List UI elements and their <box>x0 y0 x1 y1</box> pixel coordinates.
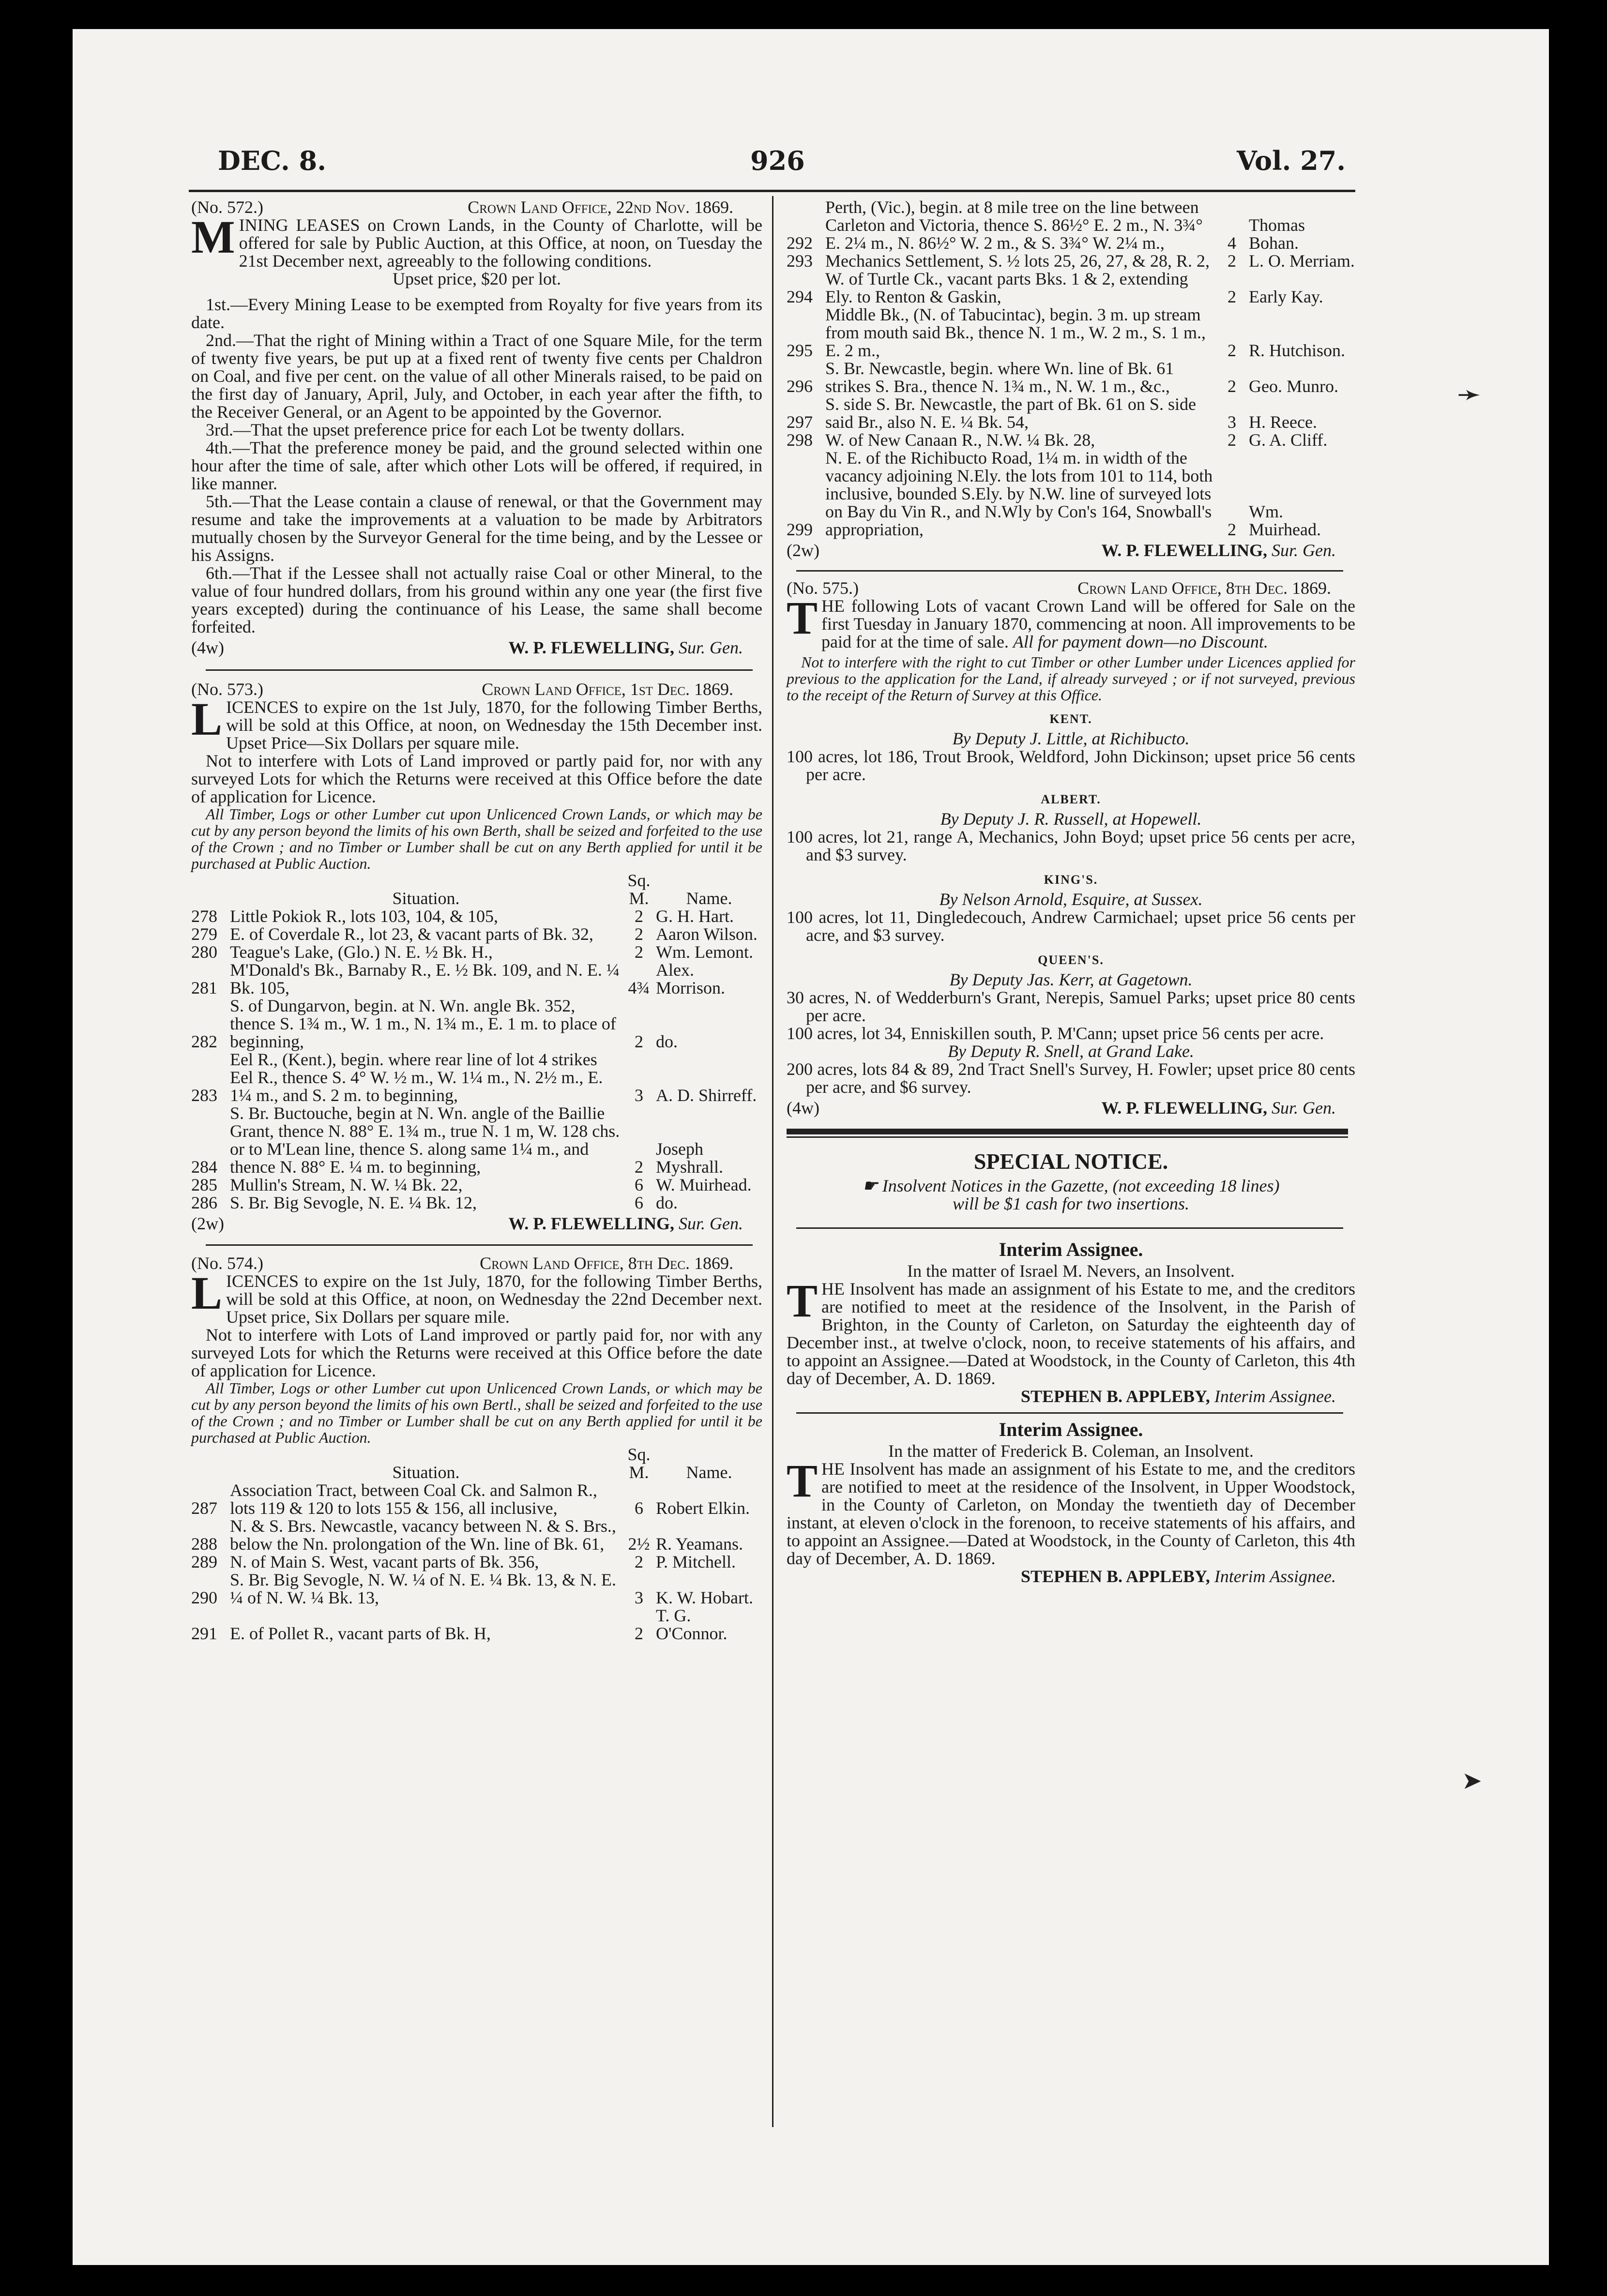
table-header <box>191 872 762 907</box>
table-row: 288 N. & S. Brs. Newcastle, vacancy between N. & S. Brs., below the Nn. prolongation of the Wn. line of Bk. 61, 2½ R. Yeamans. <box>191 1516 743 1554</box>
office-date: Crown Land Office, 8th Dec. 1869. <box>1077 578 1331 598</box>
notice-intro: INING LEASES on Crown Lands, in the County of Charlotte, will be offered for sale by Public Auction, at this Office, at noon, on Tuesday the 21st December next, agreeably to the following conditions. <box>239 215 762 271</box>
col-sq: Sq. M. <box>627 871 651 908</box>
lot-entry: 200 acres, lots 84 & 89, 2nd Tract Snell's Survey, H. Fowler; upset price 80 cents per acre, and $6 survey. <box>787 1059 1355 1097</box>
table-row: 295 Middle Bk., (N. of Tabucintac), begin. 3 m. up stream from mouth said Bk., thence N. 1 m., W. 2 m., S. 1 m., E. 2 m., 2 R. Hutchison. <box>787 305 1346 360</box>
col-name: Name. <box>686 1463 732 1482</box>
deputy: By Deputy Jas. Kerr, at Gagetown. <box>949 970 1193 989</box>
lot-entry: 30 acres, N. of Wedderburn's Grant, Nerepis, Samuel Parks; upset price 80 cents per acre. <box>787 988 1355 1025</box>
arrow-icon: ➛ <box>1457 378 1482 411</box>
divider <box>796 1412 1343 1414</box>
county-kent: KENT. <box>1049 712 1092 726</box>
insolvent-notice-2 <box>787 1420 1355 1586</box>
table-row: 284 S. Br. Buctouche, begin at N. Wn. angle of the Baillie Grant, thence N. 88° E. 1¾ m., true N. 1 m, W. 128 chs. or to M'Lean line, thence S. along same 1¼ m., and thence N. 88° E. ¼ m. to beginning, 2 Joseph Myshrall. <box>191 1103 723 1177</box>
table-row: 287 Association Tract, between Coal Ck. and Salmon R., lots 119 & 120 to lots 155 & 156, all inclusive, 6 Robert Elkin. <box>191 1480 750 1518</box>
notice-573 <box>191 680 762 1233</box>
notice-number: (No. 573.) <box>191 680 263 699</box>
col-situation: Situation. <box>392 889 460 908</box>
insertion-weeks: (4w) <box>787 1098 819 1118</box>
signer-title: Sur. Gen. <box>679 638 743 657</box>
signer-name: W. P. FLEWELLING, <box>508 1214 674 1233</box>
deputy: By Deputy J. Little, at Richibucto. <box>952 729 1190 748</box>
drop-cap: L <box>191 1267 223 1319</box>
thick-divider <box>787 1129 1348 1134</box>
table-row: 290 S. Br. Big Sevogle, N. W. ¼ of N. E. ¼ Bk. 13, & N. E. ¼ of N. W. ¼ Bk. 13, 3 K. W. Hobart. <box>191 1570 753 1607</box>
insertion-weeks: (4w) <box>191 638 224 657</box>
lot-entry: 100 acres, lot 21, range A, Mechanics, John Boyd; upset price 56 cents per acre, and $3 survey. <box>787 827 1355 864</box>
notice-text: Not to interfere with Lots of Land improved or partly paid for, nor with any surveyed Lots for which the Returns were received at this Office before the date of application for Licence. <box>191 1325 762 1380</box>
signer-title: Sur. Gen. <box>1272 1098 1336 1118</box>
insolvent-body: HE Insolvent has made an assignment of his Estate to me, and the creditors are notified to meet at the residence of the Insolvent, in the Parish of Brighton, in the County of Carleton, on Saturday the eighteenth day of December inst., at twelve o'clock, noon, to receive statements of his affairs, and to appoint an Assignee.—Dated at Woodstock, in the County of Carleton, this 4th day of December, A. D. 1869. <box>787 1279 1355 1388</box>
table-row: 289 N. of Main S. West, vacant parts of Bk. 356, 2 P. Mitchell. <box>191 1552 736 1571</box>
notice-text-italic: All Timber, Logs or other Lumber cut upon Unlicenced Crown Lands, or which may be cut by any person beyond the limits of his own Berth, shall be seized and forfeited to the use of the Crown ; and no Timber or Lumber shall be cut on any Berth applied for until it be purchased at Public Auction. <box>191 805 762 872</box>
special-notice-title: SPECIAL NOTICE. <box>973 1149 1168 1174</box>
office-date: Crown Land Office, 1st Dec. 1869. <box>482 680 733 699</box>
drop-cap: T <box>787 1275 818 1327</box>
lot-entry: 100 acres, lot 34, Enniskillen south, P. M'Cann; upset price 56 cents per acre. <box>787 1024 1324 1043</box>
table-row: 296 S. Br. Newcastle, begin. where Wn. line of Bk. 61 strikes S. Bra., thence N. 1¾ m., N. W. 1 m., &c., 2 Geo. Munro. <box>787 359 1338 396</box>
table-row: 285 Mullin's Stream, N. W. ¼ Bk. 22, 6 W. Muirhead. <box>191 1175 752 1194</box>
drop-cap: M <box>191 211 235 263</box>
insolvent-title: Interim Assignee. <box>999 1419 1143 1440</box>
table-row: 279 E. of Coverdale R., lot 23, & vacant parts of Bk. 32, 2 Aaron Wilson. <box>191 924 758 944</box>
page-date: DEC. 8. <box>218 145 326 176</box>
insolvent-notice-1 <box>787 1240 1355 1405</box>
table-row: 294 W. of Turtle Ck., vacant parts Bks. 1 & 2, extending Ely. to Renton & Gaskin, 2 Early Kay. <box>787 269 1323 306</box>
pointing-hand-icon: ☛ <box>862 1176 878 1195</box>
signature <box>191 1215 762 1233</box>
county-albert: ALBERT. <box>1041 792 1101 806</box>
signer-title: Interim Assignee. <box>1214 1567 1336 1586</box>
condition-4: 4th.—That the preference money be paid, and the ground selected within one hour after the time of sale, after which other Lots will be offered, if required, in like manner. <box>191 438 762 493</box>
table-row: 299 N. E. of the Richibucto Road, 1¼ m. in width of the vacancy adjoining N.Ely. the lots from 101 to 114, both inclusive, bounded S.Ely. by N.W. line of surveyed lots on Bay du Vin R., and N.Wly by Con's 164, Snowball's appropriation, 2 Wm. Muirhead. <box>787 448 1321 539</box>
payment-terms: All for payment down—no Discount. <box>1013 632 1268 651</box>
notice-574 <box>191 1254 762 1643</box>
deputy: By Deputy R. Snell, at Grand Lake. <box>948 1042 1194 1061</box>
condition-1: 1st.—Every Mining Lease to be exempted from Royalty for five years from its date. <box>191 295 762 332</box>
notice-intro: ICENCES to expire on the 1st July, 1870, for the following Timber Berths, will be sold at this Office, at noon, on Wednesday the 22nd December next. Upset price, Six Dollars per square mile. <box>226 1271 762 1327</box>
county-queens: QUEEN'S. <box>1038 953 1104 967</box>
right-column <box>787 198 1355 1586</box>
signer-name: W. P. FLEWELLING, <box>1101 1098 1267 1118</box>
table-row: 278 Little Pokiok R., lots 103, 104, & 105, 2 G. H. Hart. <box>191 906 734 926</box>
condition-6: 6th.—That if the Lessee shall not actually raise Coal or other Mineral, to the value of four hundred dollars, from his ground within any one year (the first five years excepted) during the continuance of his Lease, the same shall become forfeited. <box>191 563 762 636</box>
drop-cap: T <box>787 1455 818 1507</box>
deputy: By Deputy J. R. Russell, at Hopewell. <box>940 809 1202 829</box>
condition-3: 3rd.—That the upset preference price for each Lot be twenty dollars. <box>206 420 685 439</box>
notice-text: Not to interfere with Lots of Land improved or partly paid for, nor with any surveyed Lots for which the Returns were received at this Office before the date of application for Licence. <box>191 751 762 806</box>
drop-cap: T <box>787 592 818 644</box>
berths-table <box>191 872 762 1212</box>
table-row: 281 M'Donald's Bk., Barnaby R., E. ½ Bk. 109, and N. E. ¼ Bk. 105, 4¾ Alex. Morrison. <box>191 960 725 997</box>
signer-title: Sur. Gen. <box>1272 541 1336 560</box>
signature <box>787 1568 1336 1586</box>
signer-name: STEPHEN B. APPLEBY, <box>1020 1387 1210 1406</box>
office-date: Crown Land Office, 8th Dec. 1869. <box>480 1254 733 1273</box>
notice-number: (No. 575.) <box>787 578 859 598</box>
arrow-icon: ➤ <box>1462 1767 1482 1795</box>
insertion-weeks: (2w) <box>191 1214 224 1233</box>
notice-575 <box>787 579 1355 1117</box>
insolvent-body: HE Insolvent has made an assignment of his Estate to me, and the creditors are notified to meet at the residence of the Insolvent, in Upper Woodstock, in the County of Carleton, on Monday the twentieth day of December instant, at eleven o'clock in the forenoon, to receive statements of his affairs, and to appoint an Assignee.—Dated at Woodstock, in the County of Carleton, this 4th day of December, A. D. 1869. <box>787 1459 1355 1568</box>
special-notice <box>787 1149 1355 1213</box>
divider <box>796 1227 1343 1229</box>
volume-number: Vol. 27. <box>1237 145 1346 176</box>
thin-divider <box>787 1136 1348 1138</box>
table-header <box>191 1446 762 1481</box>
col-situation: Situation. <box>392 1463 460 1482</box>
page-number: 926 <box>750 145 805 176</box>
deputy: By Nelson Arnold, Esquire, at Sussex. <box>939 890 1203 909</box>
divider <box>206 1244 753 1246</box>
table-row: 283 Eel R., (Kent.), begin. where rear line of lot 4 strikes Eel R., thence S. 4° W. ½ m., W. 1¼ m., N. 2½ m., E. 1¼ m., and S. 2 m. to beginning, 3 A. D. Shirreff. <box>191 1050 757 1105</box>
insertion-weeks: (2w) <box>787 541 819 560</box>
office-date: Crown Land Office, 22nd Nov. 1869. <box>468 197 733 217</box>
berths-table-continued <box>787 198 1355 539</box>
table-row: 280 Teague's Lake, (Glo.) N. E. ½ Bk. H., 2 Wm. Lemont. <box>191 942 753 962</box>
divider <box>206 669 753 671</box>
notice-intro: HE following Lots of vacant Crown Land will be offered for Sale on the first Tuesday in January 1870, commencing at noon. All improvements to be paid for at the time of sale. <box>821 596 1355 651</box>
notice-intro: ICENCES to expire on the 1st July, 1870, for the following Timber Berths, will be sold at this Office, at noon, on Wednesday the 15th December inst. Upset Price—Six Dollars per square mile. <box>226 697 762 753</box>
column-divider <box>772 196 773 2127</box>
signer-title: Interim Assignee. <box>1214 1387 1336 1406</box>
signer-name: W. P. FLEWELLING, <box>508 638 674 657</box>
signature <box>787 542 1355 559</box>
table-row: 297 S. side S. Br. Newcastle, the part of Bk. 61 on S. side said Br., also N. E. ¼ Bk. 54, 3 H. Reece. <box>787 394 1317 432</box>
insolvent-title: Interim Assignee. <box>999 1239 1143 1260</box>
berths-table <box>191 1446 762 1643</box>
condition-2: 2nd.—That the right of Mining within a Tract of one Square Mile, for the term of twenty five years, be put up at a fixed rent of twenty five cents per Chaldron on Coal, and five per cent. on the value of all other Minerals raised, to be paid on the first day of January, April, July, and October, in each year after the fifth, to the Receiver General, or an Agent to be appointed by the Governor. <box>191 331 762 422</box>
table-row: 286 S. Br. Big Sevogle, N. E. ¼ Bk. 12, 6 do. <box>191 1193 678 1212</box>
signature <box>787 1099 1355 1117</box>
col-sq: Sq. M. <box>627 1445 651 1482</box>
notice-text-italic: All Timber, Logs or other Lumber cut upon Unlicenced Crown Lands, or which may be cut by any person beyond the limits of his own Bertl., shall be seized and forfeited to the use of the Crown ; and no Timber or Lumber shall be cut on any Berth applied for until it be purchased at Public Auction. <box>191 1379 762 1446</box>
insolvent-matter: In the matter of Frederick B. Coleman, an Insolvent. <box>888 1441 1254 1461</box>
condition-5: 5th.—That the Lease contain a clause of renewal, or that the Government may resume and take the improvements at a valuation to be made by Arbitrators mutually chosen by the Surveyor General for the time being, and by the Lessee or his Assigns. <box>191 492 762 565</box>
signer-name: STEPHEN B. APPLEBY, <box>1020 1567 1210 1586</box>
notice-text-italic: Not to interfere with the right to cut Timber or other Lumber under Licences applied for previous to the application for the Land, if already surveyed ; or if not surveyed, previous to the receipt of the Return of Survey at this Office. <box>787 653 1355 704</box>
drop-cap: L <box>191 693 223 745</box>
notice-number: (No. 572.) <box>191 197 263 217</box>
header-rule <box>189 190 1355 192</box>
lot-entry: 100 acres, lot 186, Trout Brook, Weldford, John Dickinson; upset price 56 cents per acre. <box>787 747 1355 784</box>
col-name: Name. <box>686 889 732 908</box>
table-row: 292 Perth, (Vic.), begin. at 8 mile tree on the line between Carleton and Victoria, thence S. 86½° E. 2 m., N. 3¾° E. 2¼ m., N. 86½° W. 2 m., & S. 3¾° W. 2¼ m., 4 Thomas Bohan. <box>787 197 1305 253</box>
signature <box>787 1388 1336 1405</box>
county-kings: KING'S. <box>1044 873 1098 887</box>
left-column <box>191 198 762 1643</box>
signer-name: W. P. FLEWELLING, <box>1101 541 1267 560</box>
special-notice-line-2: will be $1 cash for two insertions. <box>952 1194 1190 1213</box>
table-row: 291 E. of Pollet R., vacant parts of Bk. H, 2 T. G. O'Connor. <box>191 1606 728 1643</box>
upset-price: Upset price, $20 per lot. <box>393 269 561 288</box>
signer-title: Sur. Gen. <box>679 1214 743 1233</box>
divider <box>796 570 1343 572</box>
insolvent-matter: In the matter of Israel M. Nevers, an Insolvent. <box>907 1261 1235 1281</box>
notice-number: (No. 574.) <box>191 1254 263 1273</box>
special-notice-line-1: Insolvent Notices in the Gazette, (not exceeding 18 lines) <box>882 1176 1280 1195</box>
table-row: 282 S. of Dungarvon, begin. at N. Wn. angle Bk. 352, thence S. 1¾ m., W. 1 m., N. 1¾ m., E. 1 m. to place of beginning, 2 do. <box>191 996 678 1051</box>
table-row: 298 W. of New Canaan R., N.W. ¼ Bk. 28, 2 G. A. Cliff. <box>787 430 1328 450</box>
signature <box>191 639 762 657</box>
table-row: 293 Mechanics Settlement, S. ½ lots 25, 26, 27, & 28, R. 2, 2 L. O. Merriam. <box>787 251 1355 271</box>
notice-572 <box>191 198 762 657</box>
lot-entry: 100 acres, lot 11, Dingledecouch, Andrew Carmichael; upset price 56 cents per acre, and $3 survey. <box>787 907 1355 945</box>
